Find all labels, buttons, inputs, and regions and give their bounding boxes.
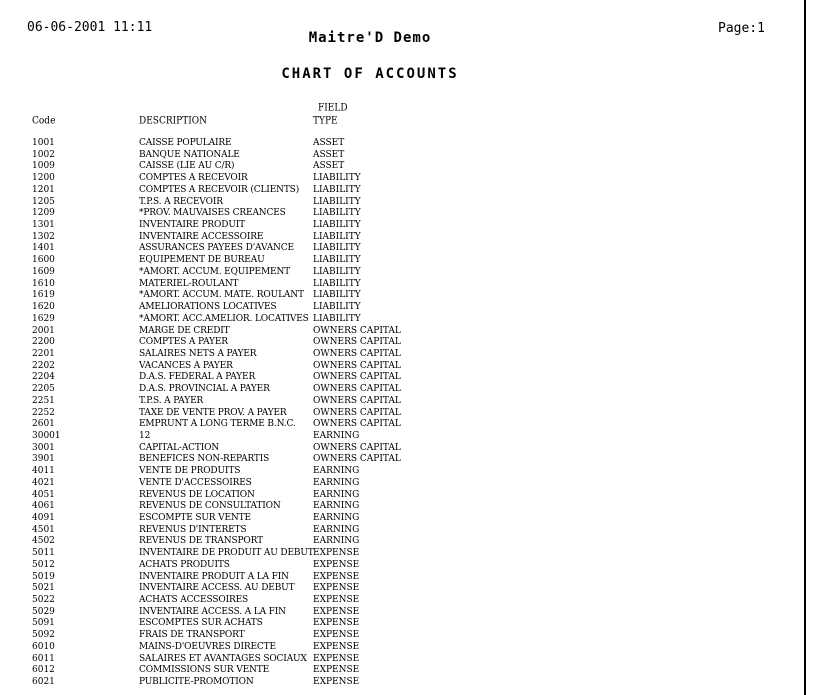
table-row xyxy=(0,255,806,267)
account-description: BENEFICES NON-REPARTIS xyxy=(139,454,270,465)
account-type: OWNERS CAPITAL xyxy=(313,384,401,395)
table-row xyxy=(0,290,806,302)
account-code: 4502 xyxy=(32,536,55,547)
account-description: EQUIPEMENT DE BUREAU xyxy=(139,255,265,266)
column-header-code: Code xyxy=(32,115,56,127)
account-description: *AMORT. ACCUM. EQUIPEMENT xyxy=(139,266,291,277)
report-title: CHART OF ACCOUNTS xyxy=(281,66,459,82)
table-row xyxy=(0,525,806,537)
account-code: 4021 xyxy=(32,477,55,488)
account-type: ASSET xyxy=(313,161,345,172)
account-code: 3001 xyxy=(32,442,55,453)
account-description: CAPITAL-ACTION xyxy=(139,442,220,453)
account-type: LIABILITY xyxy=(313,302,361,313)
account-code: 30001 xyxy=(32,430,61,441)
account-code: 4091 xyxy=(32,513,55,523)
account-code: 2204 xyxy=(32,372,55,383)
account-code: 6011 xyxy=(32,653,55,664)
account-type: LIABILITY xyxy=(313,255,361,266)
account-description: CAISSE POPULAIRE xyxy=(139,138,232,148)
table-row xyxy=(0,138,806,150)
table-row xyxy=(0,326,806,338)
table-row xyxy=(0,560,806,572)
account-type: ASSET xyxy=(313,149,345,160)
table-row xyxy=(0,232,806,244)
table-row xyxy=(0,431,806,443)
account-code: 2202 xyxy=(32,360,55,371)
column-header-field: FIELD xyxy=(318,102,348,114)
table-row xyxy=(0,607,806,619)
table-row xyxy=(0,384,806,396)
account-description: INVENTAIRE ACCESS. AU DEBUT xyxy=(139,583,295,594)
account-code: 6021 xyxy=(32,677,55,688)
account-description: INVENTAIRE PRODUIT A LA FIN xyxy=(139,571,289,582)
account-type: LIABILITY xyxy=(313,231,361,242)
account-type: LIABILITY xyxy=(313,196,361,207)
account-type: EXPENSE xyxy=(313,595,360,606)
account-description: COMPTES A RECEVOIR (CLIENTS) xyxy=(139,184,300,195)
account-description: ACHATS ACCESSOIRES xyxy=(139,595,249,606)
account-description: BANQUE NATIONALE xyxy=(139,149,240,160)
account-description: ESCOMPTES SUR ACHATS xyxy=(139,618,263,629)
table-row xyxy=(0,536,806,548)
account-code: 2205 xyxy=(32,384,55,395)
table-row xyxy=(0,513,806,525)
account-code: 5091 xyxy=(32,618,55,629)
account-description: INVENTAIRE ACCESSOIRE xyxy=(139,231,264,242)
account-description: REVENUS D'INTERETS xyxy=(139,524,247,535)
account-type: LIABILITY xyxy=(313,266,361,277)
account-type: EXPENSE xyxy=(313,583,360,594)
account-description: MATERIEL-ROULANT xyxy=(139,278,239,289)
account-description: TAXE DE VENTE PROV. A PAYER xyxy=(139,407,287,418)
account-code: 2252 xyxy=(32,407,55,418)
account-description: INVENTAIRE ACCESS. A LA FIN xyxy=(139,606,286,617)
account-type: LIABILITY xyxy=(313,208,361,219)
page-number: Page:1 xyxy=(718,21,765,36)
account-type: EXPENSE xyxy=(313,548,360,559)
account-description: ESCOMPTE SUR VENTE xyxy=(139,513,251,523)
account-type: LIABILITY xyxy=(313,278,361,289)
account-code: 1205 xyxy=(32,196,55,207)
account-description: COMMISSIONS SUR VENTE xyxy=(139,665,270,676)
report-date: 06-06-2001 11:11 xyxy=(27,20,153,35)
table-row xyxy=(0,349,806,361)
account-type: OWNERS CAPITAL xyxy=(313,419,401,430)
account-code: 2601 xyxy=(32,419,55,430)
account-code: 1301 xyxy=(32,220,55,231)
table-row xyxy=(0,642,806,654)
account-description: VENTE D'ACCESSOIRES xyxy=(139,477,252,488)
account-code: 1401 xyxy=(32,243,55,254)
account-type: LIABILITY xyxy=(313,220,361,231)
account-description: D.A.S. FEDERAL A PAYER xyxy=(139,372,256,383)
table-row xyxy=(0,490,806,502)
table-row xyxy=(0,478,806,490)
table-row xyxy=(0,279,806,291)
table-row xyxy=(0,548,806,560)
account-type: OWNERS CAPITAL xyxy=(313,348,401,359)
account-type: EXPENSE xyxy=(313,653,360,664)
account-code: 1610 xyxy=(32,278,55,289)
account-code: 1620 xyxy=(32,302,55,313)
account-description: T.P.S. A RECEVOIR xyxy=(139,196,223,207)
table-row xyxy=(0,161,806,173)
account-code: 2200 xyxy=(32,337,55,348)
account-code: 6012 xyxy=(32,665,55,676)
table-row xyxy=(0,618,806,630)
page-edge xyxy=(806,4,817,695)
account-description: PUBLICITE-PROMOTION xyxy=(139,677,254,688)
account-description: MAINS-D'OEUVRES DIRECTE xyxy=(139,641,276,652)
account-type: LIABILITY xyxy=(313,290,361,301)
table-row xyxy=(0,654,806,666)
account-type: EXPENSE xyxy=(313,618,360,629)
table-row xyxy=(0,185,806,197)
account-description: INVENTAIRE PRODUIT xyxy=(139,220,246,231)
account-description: COMPTES A RECEVOIR xyxy=(139,173,248,184)
account-code: 6010 xyxy=(32,641,55,652)
account-type: EARNING xyxy=(313,513,360,523)
table-row xyxy=(0,243,806,255)
account-type: EARNING xyxy=(313,466,360,477)
table-row xyxy=(0,454,806,466)
account-type: EXPENSE xyxy=(313,641,360,652)
account-code: 5019 xyxy=(32,571,55,582)
account-description: FRAIS DE TRANSPORT xyxy=(139,630,245,641)
account-description: SALAIRES ET AVANTAGES SOCIAUX xyxy=(139,653,307,664)
accounts-table xyxy=(0,138,806,689)
account-type: OWNERS CAPITAL xyxy=(313,325,401,336)
table-row xyxy=(0,396,806,408)
account-code: 1002 xyxy=(32,149,55,160)
account-description: REVENUS DE CONSULTATION xyxy=(139,501,281,512)
account-code: 4051 xyxy=(32,489,55,500)
account-type: EXPENSE xyxy=(313,630,360,641)
account-description: SALAIRES NETS A PAYER xyxy=(139,348,257,359)
account-description: INVENTAIRE DE PRODUIT AU DEBUT xyxy=(139,548,314,559)
table-row xyxy=(0,150,806,162)
table-row xyxy=(0,361,806,373)
account-code: 1209 xyxy=(32,208,55,219)
account-code: 3901 xyxy=(32,454,55,465)
account-description: *AMORT. ACC.AMELIOR. LOCATIVES xyxy=(139,313,309,324)
account-type: OWNERS CAPITAL xyxy=(313,395,401,406)
table-row xyxy=(0,630,806,642)
account-description: T.P.S. A PAYER xyxy=(139,395,204,406)
table-row xyxy=(0,302,806,314)
table-row xyxy=(0,466,806,478)
account-type: OWNERS CAPITAL xyxy=(313,407,401,418)
account-code: 1619 xyxy=(32,290,55,301)
table-row xyxy=(0,220,806,232)
account-code: 1600 xyxy=(32,255,55,266)
account-code: 1009 xyxy=(32,161,55,172)
account-description: VENTE DE PRODUITS xyxy=(139,466,241,477)
account-type: EARNING xyxy=(313,430,360,441)
account-code: 2251 xyxy=(32,395,55,406)
account-code: 1609 xyxy=(32,266,55,277)
table-row xyxy=(0,443,806,455)
account-type: LIABILITY xyxy=(313,173,361,184)
table-row xyxy=(0,408,806,420)
table-row xyxy=(0,337,806,349)
account-description: COMPTES A PAYER xyxy=(139,337,228,348)
table-row xyxy=(0,572,806,584)
account-code: 4501 xyxy=(32,524,55,535)
account-description: ACHATS PRODUITS xyxy=(139,559,230,570)
account-code: 5092 xyxy=(32,630,55,641)
account-type: EARNING xyxy=(313,524,360,535)
table-row xyxy=(0,372,806,384)
table-row xyxy=(0,595,806,607)
column-header-description: DESCRIPTION xyxy=(139,115,208,127)
account-code: 5022 xyxy=(32,595,55,606)
account-type: OWNERS CAPITAL xyxy=(313,442,401,453)
account-description: ASSURANCES PAYEES D'AVANCE xyxy=(139,243,294,254)
account-code: 4061 xyxy=(32,501,55,512)
account-type: EXPENSE xyxy=(313,559,360,570)
account-type: EXPENSE xyxy=(313,606,360,617)
account-type: EARNING xyxy=(313,536,360,547)
account-type: EXPENSE xyxy=(313,665,360,676)
account-code: 5011 xyxy=(32,548,55,559)
account-type: LIABILITY xyxy=(313,313,361,324)
account-code: 5029 xyxy=(32,606,55,617)
account-type: LIABILITY xyxy=(313,243,361,254)
table-row xyxy=(0,501,806,513)
account-type: LIABILITY xyxy=(313,184,361,195)
account-description: CAISSE (LIE AU C/R) xyxy=(139,161,235,172)
account-type: OWNERS CAPITAL xyxy=(313,360,401,371)
account-type: OWNERS CAPITAL xyxy=(313,454,401,465)
table-row xyxy=(0,173,806,185)
column-header-type: TYPE xyxy=(313,115,338,127)
account-description: EMPRUNT A LONG TERME B.N.C. xyxy=(139,419,296,430)
table-row xyxy=(0,197,806,209)
account-description: D.A.S. PROVINCIAL A PAYER xyxy=(139,384,270,395)
account-code: 1302 xyxy=(32,231,55,242)
table-row xyxy=(0,267,806,279)
table-row xyxy=(0,419,806,431)
account-type: EARNING xyxy=(313,501,360,512)
table-row xyxy=(0,208,806,220)
company-name: Maitre'D Demo xyxy=(308,30,432,46)
account-type: ASSET xyxy=(313,138,345,148)
account-type: EXPENSE xyxy=(313,571,360,582)
account-code: 2001 xyxy=(32,325,55,336)
account-description: AMELIORATIONS LOCATIVES xyxy=(139,302,277,313)
account-description: 12 xyxy=(139,430,151,441)
account-description: VACANCES A PAYER xyxy=(139,360,233,371)
account-type: OWNERS CAPITAL xyxy=(313,372,401,383)
account-description: MARGE DE CREDIT xyxy=(139,325,230,336)
account-type: OWNERS CAPITAL xyxy=(313,337,401,348)
account-code: 1200 xyxy=(32,173,55,184)
table-row xyxy=(0,314,806,326)
account-code: 1201 xyxy=(32,184,55,195)
account-code: 1001 xyxy=(32,138,55,148)
account-code: 5012 xyxy=(32,559,55,570)
account-description: *AMORT. ACCUM. MATE. ROULANT xyxy=(139,290,304,301)
account-type: EXPENSE xyxy=(313,677,360,688)
account-type: EARNING xyxy=(313,489,360,500)
account-code: 1629 xyxy=(32,313,55,324)
account-description: *PROV. MAUVAISES CREANCES xyxy=(139,208,286,219)
account-code: 4011 xyxy=(32,466,55,477)
account-description: REVENUS DE LOCATION xyxy=(139,489,255,500)
table-row xyxy=(0,665,806,677)
account-code: 2201 xyxy=(32,348,55,359)
table-row xyxy=(0,677,806,689)
table-row xyxy=(0,583,806,595)
account-description: REVENUS DE TRANSPORT xyxy=(139,536,263,547)
account-code: 5021 xyxy=(32,583,55,594)
account-type: EARNING xyxy=(313,477,360,488)
